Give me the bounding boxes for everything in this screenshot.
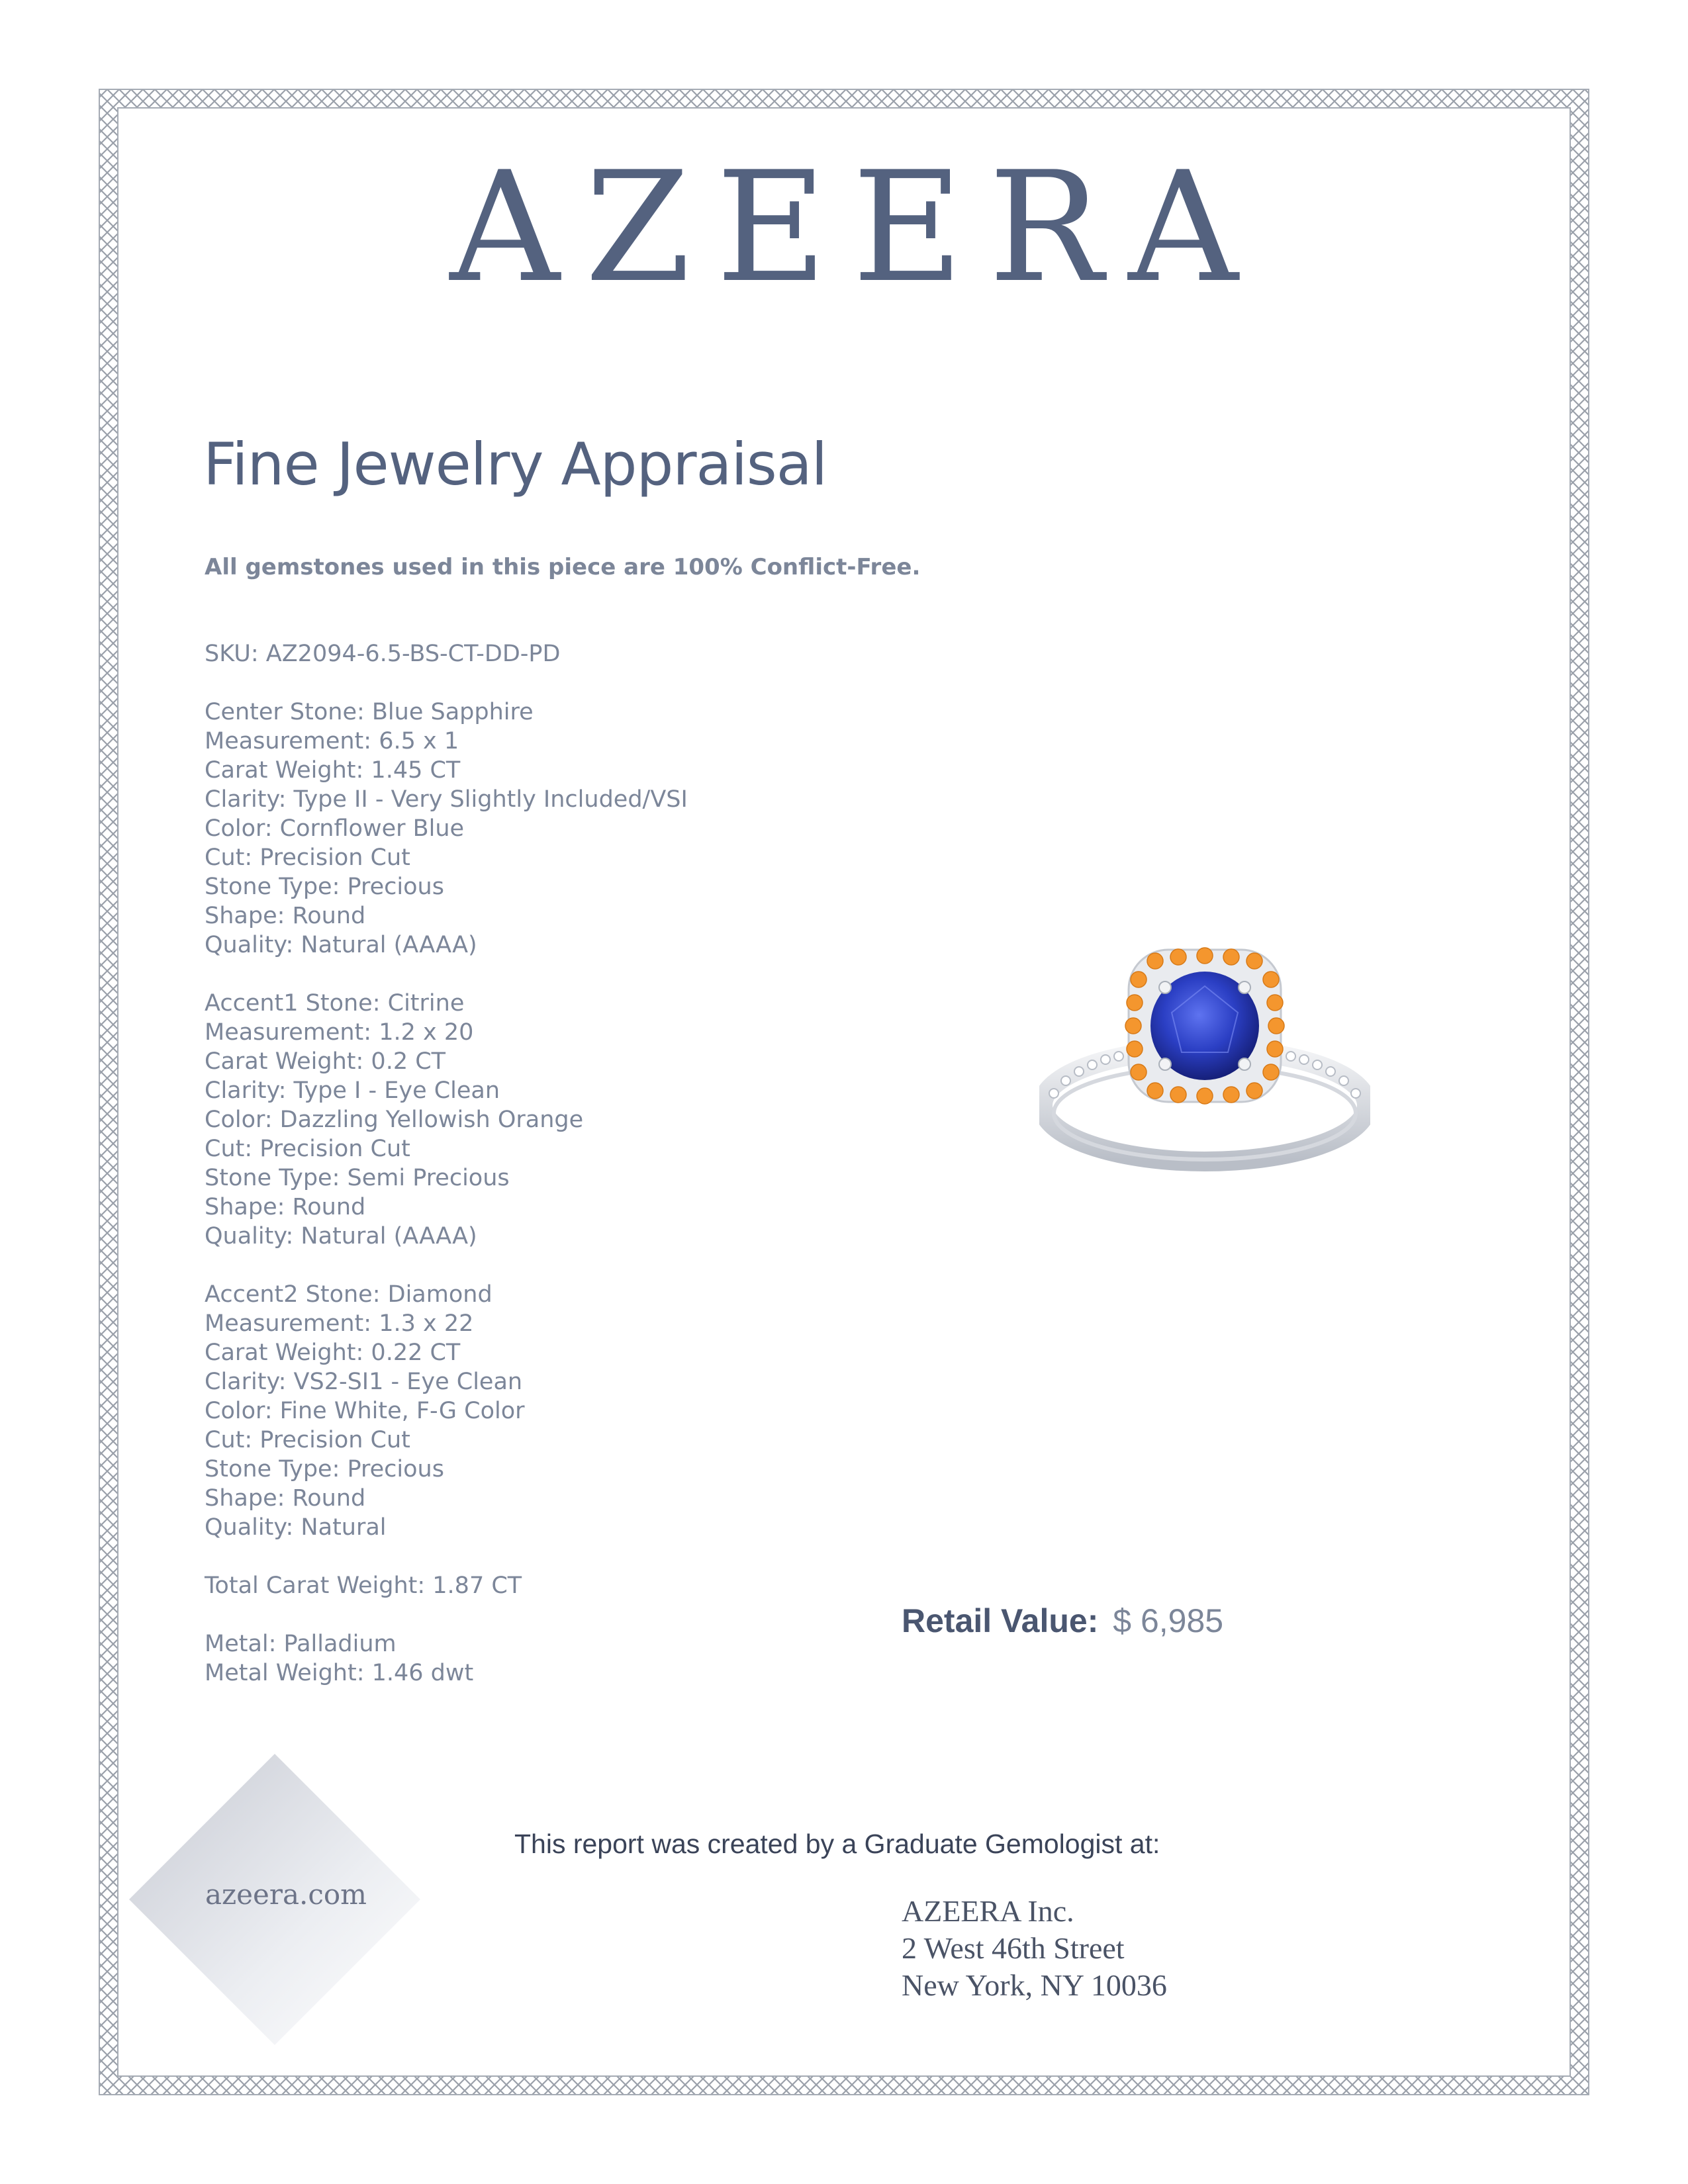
retail-value [902,1602,1223,1640]
accent2-stone-carat: Carat Weight: 0.22 CT [205,1340,461,1366]
center-stone-measurement: Measurement: 6.5 x 1 [205,728,459,754]
center-stone-carat: Carat Weight: 1.45 CT [205,757,461,784]
accent2-stone-measurement: Measurement: 1.3 x 22 [205,1310,474,1337]
accent1-stone-clarity: Clarity: Type I - Eye Clean [205,1077,500,1104]
accent1-stone-name: Accent1 Stone: Citrine [205,990,465,1017]
center-stone-cut: Cut: Precision Cut [205,844,410,871]
accent1-stone-measurement: Measurement: 1.2 x 20 [205,1019,474,1046]
metal-type: Metal: Palladium [205,1631,397,1657]
accent2-stone-clarity: Clarity: VS2-SI1 - Eye Clean [205,1369,523,1395]
accent2-stone-shape: Shape: Round [205,1485,366,1512]
retail-value-label: Retail Value: [902,1602,1099,1639]
gemologist-note: This report was created by a Graduate Gemologist at: [514,1829,1160,1859]
accent1-stone-quality: Quality: Natural (AAAA) [205,1223,477,1250]
accent2-stone-type: Stone Type: Precious [205,1456,444,1482]
metal-weight: Metal Weight: 1.46 dwt [205,1660,474,1686]
accent1-stone-carat: Carat Weight: 0.2 CT [205,1048,446,1075]
sku-line: SKU: AZ2094-6.5-BS-CT-DD-PD [205,641,561,667]
ring-product-image [1039,940,1370,1178]
accent1-stone-type: Stone Type: Semi Precious [205,1165,510,1191]
total-carat-weight: Total Carat Weight: 1.87 CT [205,1572,522,1599]
accent2-stone-name: Accent2 Stone: Diamond [205,1281,492,1308]
conflict-free-note: All gemstones used in this piece are 100% Conflict-Free. [205,554,921,580]
center-stone-shape: Shape: Round [205,903,366,929]
accent2-stone-color: Color: Fine White, F-G Color [205,1398,525,1424]
page-title: Fine Jewelry Appraisal [203,430,827,498]
accent1-stone-cut: Cut: Precision Cut [205,1136,410,1162]
accent1-stone-color: Color: Dazzling Yellowish Orange [205,1107,584,1133]
center-stone-color: Color: Cornflower Blue [205,815,465,842]
retail-value-amount: $ 6,985 [1113,1602,1224,1639]
company-address [902,1893,1167,2004]
center-stone-name: Center Stone: Blue Sapphire [205,699,534,725]
website-text: azeera.com [205,1878,367,1911]
center-stone-quality: Quality: Natural (AAAA) [205,932,477,958]
accent2-stone-cut: Cut: Precision Cut [205,1427,410,1453]
accent2-stone-quality: Quality: Natural [205,1514,387,1541]
address-street: 2 West 46th Street [902,1931,1125,1965]
accent1-stone-shape: Shape: Round [205,1194,366,1220]
center-stone-clarity: Clarity: Type II - Very Slightly Included/VSI [205,786,688,813]
address-city: New York, NY 10036 [902,1968,1167,2002]
appraisal-details [205,639,688,1688]
azeera-logo: AZEERA [449,140,1264,316]
center-stone-type: Stone Type: Precious [205,874,444,900]
address-company: AZEERA Inc. [902,1894,1074,1928]
